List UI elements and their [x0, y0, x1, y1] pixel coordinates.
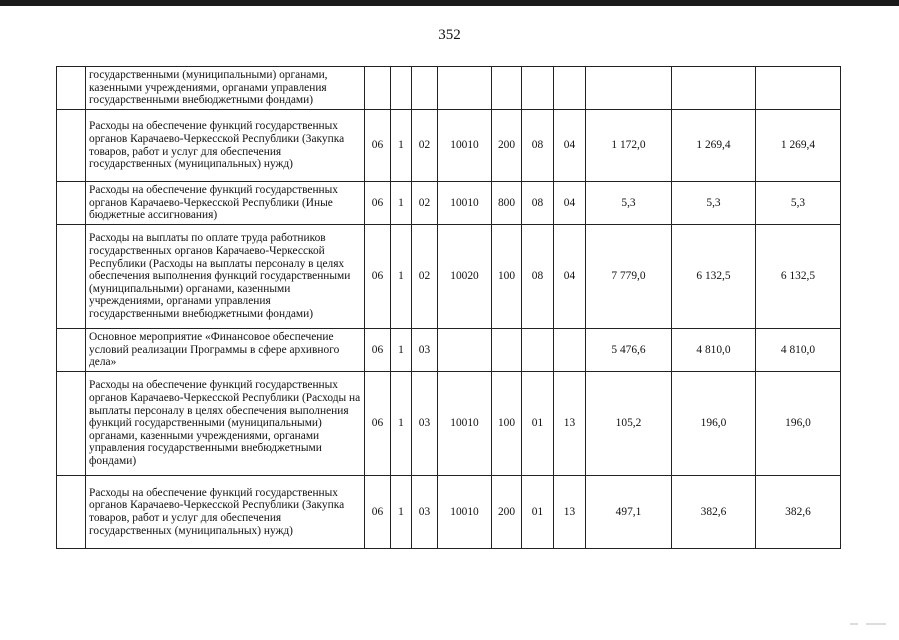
subsection-cell: 04	[554, 225, 586, 329]
subprogram-code-cell: 03	[412, 329, 438, 372]
table-row	[57, 182, 841, 225]
table-row	[57, 225, 841, 329]
row-number-cell	[57, 372, 86, 476]
amount-year3-cell: 6 132,5	[756, 225, 841, 329]
section-cell: 08	[522, 110, 554, 182]
row-number-cell	[57, 225, 86, 329]
amount-year3-cell: 1 269,4	[756, 110, 841, 182]
program-code-cell: 1	[391, 110, 412, 182]
section-cell	[522, 67, 554, 110]
section-cell	[522, 329, 554, 372]
subprogram-code-cell: 03	[412, 372, 438, 476]
expense-type-cell: 200	[492, 476, 522, 549]
amount-year1-cell: 105,2	[586, 372, 672, 476]
amount-year2-cell: 4 810,0	[672, 329, 756, 372]
program-code-cell	[391, 67, 412, 110]
amount-year2-cell	[672, 67, 756, 110]
amount-year2-cell: 5,3	[672, 182, 756, 225]
amount-year1-cell: 1 172,0	[586, 110, 672, 182]
subprogram-code-cell: 02	[412, 225, 438, 329]
section-cell: 01	[522, 476, 554, 549]
ministry-code-cell: 06	[365, 329, 391, 372]
description-cell: Расходы на обеспечение функций государственных органов Карачаево-Черкесской Республики (Закупка товаров, работ и услуг для обеспечения государственных (муниципальных) нужд)	[86, 110, 365, 182]
direction-code-cell: 10010	[438, 182, 492, 225]
amount-year1-cell: 5 476,6	[586, 329, 672, 372]
direction-code-cell: 10010	[438, 372, 492, 476]
expense-type-cell: 200	[492, 110, 522, 182]
amount-year2-cell: 196,0	[672, 372, 756, 476]
amount-year1-cell: 7 779,0	[586, 225, 672, 329]
amount-year2-cell: 382,6	[672, 476, 756, 549]
table-row	[57, 329, 841, 372]
table-row	[57, 372, 841, 476]
subsection-cell	[554, 67, 586, 110]
direction-code-cell	[438, 67, 492, 110]
amount-year3-cell: 5,3	[756, 182, 841, 225]
top-rule	[0, 0, 899, 6]
expense-type-cell: 100	[492, 225, 522, 329]
expense-type-cell: 800	[492, 182, 522, 225]
subsection-cell: 13	[554, 476, 586, 549]
row-number-cell	[57, 182, 86, 225]
row-number-cell	[57, 329, 86, 372]
section-cell: 08	[522, 182, 554, 225]
description-cell: Расходы на обеспечение функций государственных органов Карачаево-Черкесской Республики (Расходы на выплаты персоналу в целях обеспечения выполнения функций государственными (муниципальными) органами, казенными учреждениями, органами управления государственными внебюджетными фондами)	[86, 372, 365, 476]
amount-year3-cell: 196,0	[756, 372, 841, 476]
table-row	[57, 476, 841, 549]
table-row	[57, 110, 841, 182]
program-code-cell: 1	[391, 372, 412, 476]
direction-code-cell: 10010	[438, 476, 492, 549]
ministry-code-cell	[365, 67, 391, 110]
amount-year1-cell: 497,1	[586, 476, 672, 549]
program-code-cell: 1	[391, 225, 412, 329]
scan-artifact-mark	[848, 620, 888, 628]
subsection-cell: 04	[554, 182, 586, 225]
row-number-cell	[57, 110, 86, 182]
ministry-code-cell: 06	[365, 372, 391, 476]
subprogram-code-cell: 02	[412, 182, 438, 225]
section-cell: 08	[522, 225, 554, 329]
ministry-code-cell: 06	[365, 182, 391, 225]
description-cell: Основное мероприятие «Финансовое обеспечение условий реализации Программы в сфере архивного дела»	[86, 329, 365, 372]
amount-year2-cell: 1 269,4	[672, 110, 756, 182]
description-cell: Расходы на выплаты по оплате труда работников государственных органов Карачаево-Черкесской Республики (Расходы на выплаты персоналу в целях обеспечения выполнения функций государственными (муниципальными) органами, казенными учреждениями, органами управления государственными внебюджетными фондами)	[86, 225, 365, 329]
budget-table	[56, 66, 841, 549]
expense-type-cell: 100	[492, 372, 522, 476]
ministry-code-cell: 06	[365, 110, 391, 182]
direction-code-cell: 10020	[438, 225, 492, 329]
amount-year2-cell: 6 132,5	[672, 225, 756, 329]
ministry-code-cell: 06	[365, 225, 391, 329]
program-code-cell: 1	[391, 329, 412, 372]
table-row	[57, 67, 841, 110]
amount-year3-cell: 4 810,0	[756, 329, 841, 372]
direction-code-cell	[438, 329, 492, 372]
amount-year1-cell: 5,3	[586, 182, 672, 225]
section-cell: 01	[522, 372, 554, 476]
description-cell: Расходы на обеспечение функций государственных органов Карачаево-Черкесской Республики (Закупка товаров, работ и услуг для обеспечения государственных (муниципальных) нужд)	[86, 476, 365, 549]
description-cell: Расходы на обеспечение функций государственных органов Карачаево-Черкесской Республики (Иные бюджетные ассигнования)	[86, 182, 365, 225]
subprogram-code-cell: 02	[412, 110, 438, 182]
subprogram-code-cell	[412, 67, 438, 110]
amount-year1-cell	[586, 67, 672, 110]
subsection-cell	[554, 329, 586, 372]
expense-type-cell	[492, 329, 522, 372]
subsection-cell: 04	[554, 110, 586, 182]
expense-type-cell	[492, 67, 522, 110]
subprogram-code-cell: 03	[412, 476, 438, 549]
subsection-cell: 13	[554, 372, 586, 476]
description-cell: государственными (муниципальными) органами, казенными учреждениями, органами управления государственными внебюджетными фондами)	[86, 67, 365, 110]
ministry-code-cell: 06	[365, 476, 391, 549]
program-code-cell: 1	[391, 476, 412, 549]
page-number: 352	[438, 27, 461, 43]
row-number-cell	[57, 67, 86, 110]
amount-year3-cell: 382,6	[756, 476, 841, 549]
program-code-cell: 1	[391, 182, 412, 225]
direction-code-cell: 10010	[438, 110, 492, 182]
row-number-cell	[57, 476, 86, 549]
amount-year3-cell	[756, 67, 841, 110]
